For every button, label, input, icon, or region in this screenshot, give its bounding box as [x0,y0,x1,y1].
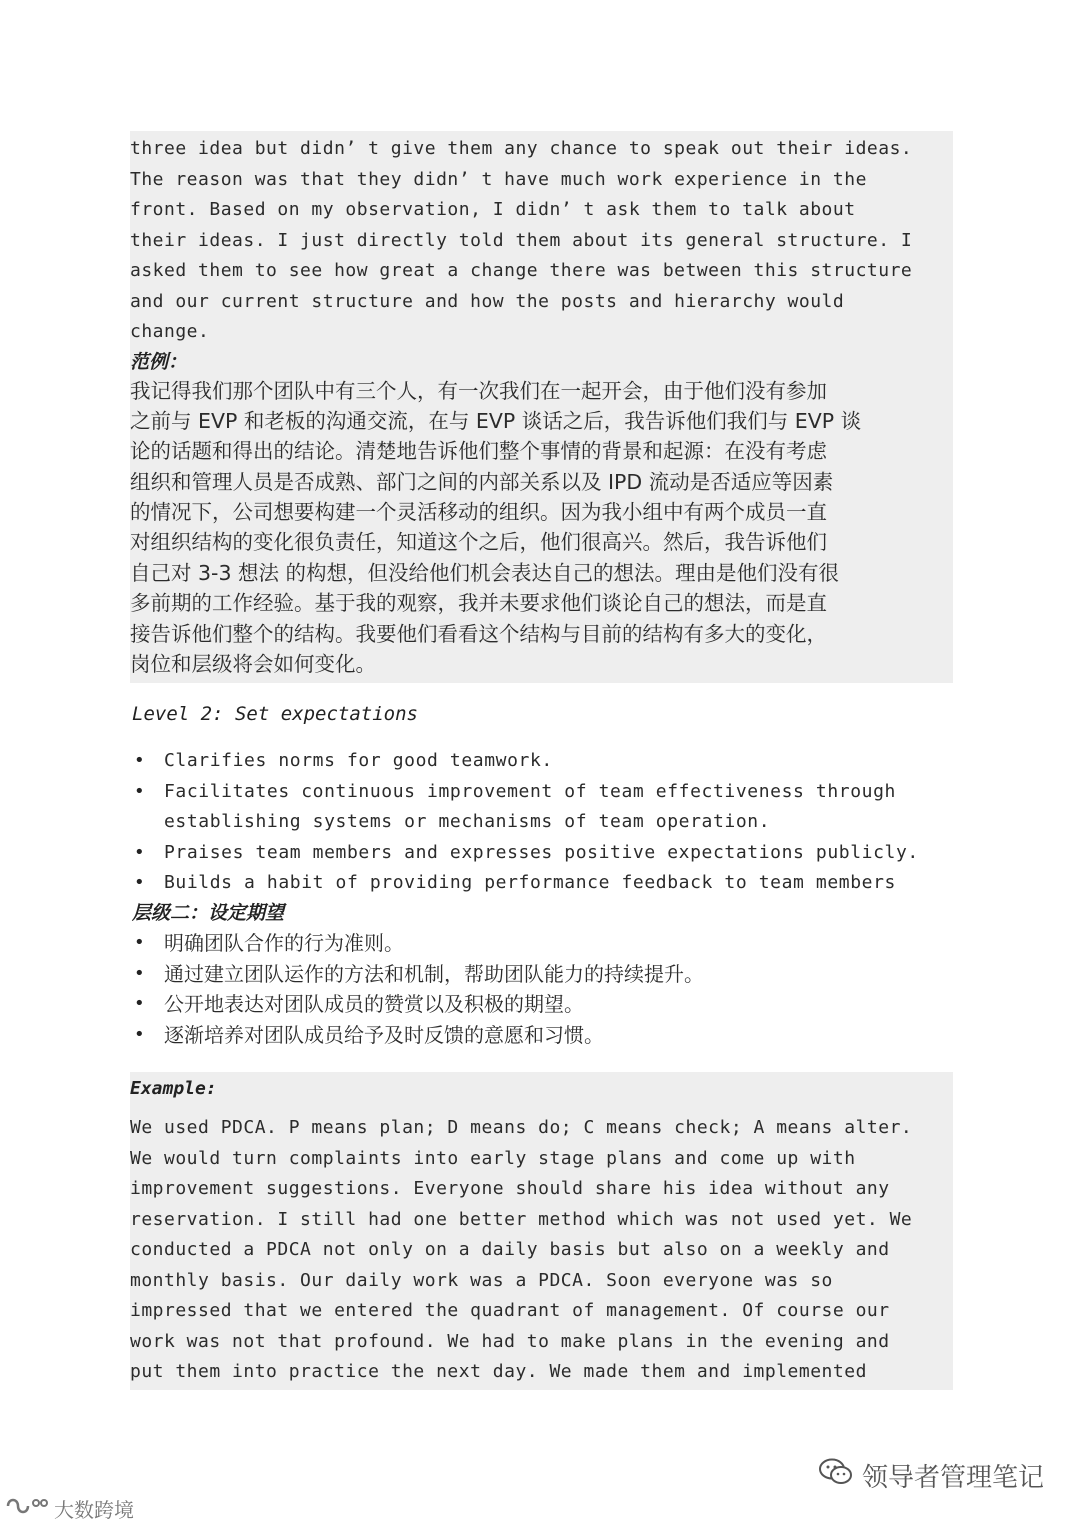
brand-logo-icon [4,1494,50,1523]
text-line: We would turn complaints into early stage plans and come up with [130,1147,856,1169]
text-line: and our current structure and how the posts and hierarchy would [130,290,845,312]
text-line: 对组织结构的变化很负责任，知道这个之后，他们很高兴。然后，我告诉他们 [130,530,827,555]
watermark-logo [4,1494,134,1523]
text-line: The reason was that they didn’ t have much work experience in the [130,168,867,190]
text-line: 自己对 3-3 想法 的构想，但没给他们机会表达自己的想法。理由是他们没有很 [130,560,840,585]
list-item: • 公开地表达对团队成员的赞赏以及积极的期望。 [132,989,704,1020]
text-line: 多前期的工作经验。基于我的观察，我并未要求他们谈论自己的想法，而是直 [130,591,827,616]
text-line: 论的话题和得出的结论。清楚地告诉他们整个事情的背景和起源：在没有考虑 [130,439,827,464]
text-line: impressed that we entered the quadrant of management. Of course our [130,1300,890,1321]
list-item: • 通过建立团队运作的方法和机制，帮助团队能力的持续提升。 [132,959,704,990]
chinese-bullet-list [132,928,704,1050]
text-line: 接告诉他们整个的结构。我要他们看看这个结构与目前的结构有多大的变化， [130,621,827,646]
english-bullet-list [132,746,919,899]
text-line: their ideas. I just directly told them about its general structure. I [130,229,913,251]
level-2-heading-chinese: 层级二：设定期望 [132,902,285,924]
text-line: front. Based on my observation, I didn’ t ask them to talk about [130,199,856,220]
list-item: • Clarifies norms for good teamwork. [132,746,919,777]
example-paragraph [130,1106,953,1388]
list-item: • 逐渐培养对团队成员给予及时反馈的意愿和习惯。 [132,1020,704,1051]
text-line: 岗位和层级将会如何变化。 [130,652,376,677]
example-heading-chinese: 范例： [130,350,188,373]
text-line: put them into practice the next day. We made them and implemented [130,1361,867,1382]
watermark-text: 大数跨境 [54,1498,134,1522]
text-line: reservation. I still had one better method which was not used yet. We [130,1208,913,1230]
watermark-wechat [818,1457,1044,1494]
list-item: • Praises team members and expresses positive expectations publicly. [132,838,919,869]
text-line: change. [130,321,210,342]
watermark-text: 领导者管理笔记 [861,1463,1044,1493]
text-line: work was not that profound. We had to make plans in the evening and [130,1330,890,1352]
quote-block-1 [130,131,953,683]
text-line: improvement suggestions. Everyone should share his idea without any [130,1178,890,1199]
text-line: monthly basis. Our daily work was a PDCA. Soon everyone was so [130,1269,833,1291]
quote-block-example [130,1072,953,1390]
text-line: 组织和管理人员是否成熟、部门之间的内部关系以及 IPD 流动是否适应等因素 [130,469,834,494]
list-item: • 明确团队合作的行为准则。 [132,928,704,959]
chinese-paragraph-1 [130,376,953,680]
text-line: three idea but didn’ t give them any chance to speak out their ideas. [130,138,913,159]
text-line: 之前与 EVP 和老板的沟通交流，在与 EVP 谈话之后，我告诉他们我们与 EVP 谈 [130,408,862,433]
text-line: asked them to see how great a change there was between this structure [130,260,913,281]
example-heading: Example: [130,1078,217,1099]
text-line: 的情况下，公司想要构建一个灵活移动的组织。因为我小组中有两个成员一直 [130,500,827,525]
text-line: We used PDCA. P means plan; D means do; C means check; A means alter. [130,1117,913,1138]
list-item: • Facilitates continuous improvement of team effectiveness through establishing systems or mechanisms of team operation. [132,777,919,838]
level-2-heading: Level 2: Set expectations [132,703,418,725]
list-item: • Builds a habit of providing performance feedback to team members [132,868,919,899]
english-paragraph-1 [130,131,953,348]
text-line: 我记得我们那个团队中有三个人，有一次我们在一起开会，由于他们没有参加 [130,378,827,403]
text-line: conducted a PDCA not only on a daily basis but also on a weekly and [130,1239,890,1260]
wechat-icon [818,1457,854,1494]
